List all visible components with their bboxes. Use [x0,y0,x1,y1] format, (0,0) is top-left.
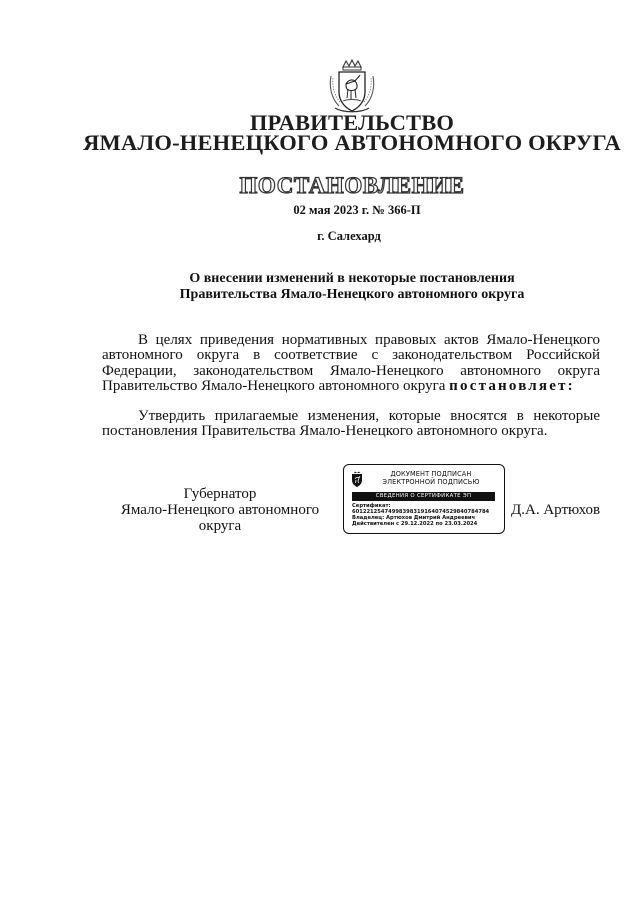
government-title-line-1: ПРАВИТЕЛЬСТВО [249,110,455,135]
signatory-position-line-1: Губернатор [183,486,257,502]
stamp-certificate-number: 6012212547499839831916407452984078478​4 [352,509,490,515]
stamp-coat-of-arms [350,471,364,488]
stamp-certificate-bar: СВЕДЕНИЯ О СЕРТИФИКАТЕ ЭП [352,492,495,501]
signatory-position [102,487,338,534]
government-title-line-2: ЯМАЛО-НЕНЕЦКОГО АВТОНОМНОГО ОКРУГА [83,130,621,155]
document-kind-heading: ПОСТАНОВЛЕНИЕ [239,173,465,198]
stamp-owner: Владелец: Артюхов Дмитрий Андреевич [352,515,476,521]
document-subject-line-1: О внесении изменений в некоторые постановления [189,271,515,286]
stamp-heading-line-2: ЭЛЕКТРОННОЙ ПОДПИСЬЮ [382,478,480,487]
document-city: г. Салехард [317,229,381,243]
stamp-heading-line-1: ДОКУМЕНТ ПОДПИСАН [390,470,472,478]
stamp-validity: Действителен с 29.12.2022 по 23.03.2024 [352,521,478,527]
stamp-certificate-details [352,503,502,527]
decree-word: постановляет: [449,378,575,395]
coat-of-arms-emblem [327,58,377,114]
body-paragraph-1 [102,333,600,395]
document-subject [0,271,640,303]
body-paragraph-1-text: В целях приведения нормативных правовых актов Ямало-Ненецкого автономного округа в соответствие с законодательством Российской Федерации, законодательством Ямало-Ненецкого автономного округа Правительство Ямало-Ненецкого автономного округа [102,332,600,395]
stamp-certificate-label: Сертификат: [352,503,391,509]
signatory-name: Д.А. Артюхов [511,502,601,518]
yamalo-nenets-coat-of-arms-icon [327,58,377,114]
stamp-heading [366,470,496,487]
document-subject-line-2: Правительства Ямало-Ненецкого автономного округа [179,287,525,302]
document-date-number: 02 мая 2023 г. № 366-П [293,203,421,217]
electronic-signature-stamp [343,464,505,534]
signatory-position-line-2: Ямало-Ненецкого автономного округа [120,501,320,534]
coat-of-arms-icon [350,471,364,488]
body-paragraph-2: Утвердить прилагаемые изменения, которые вносятся в некоторые постановления Правительства Ямало-Ненецкого автономного округа. [102,408,600,440]
